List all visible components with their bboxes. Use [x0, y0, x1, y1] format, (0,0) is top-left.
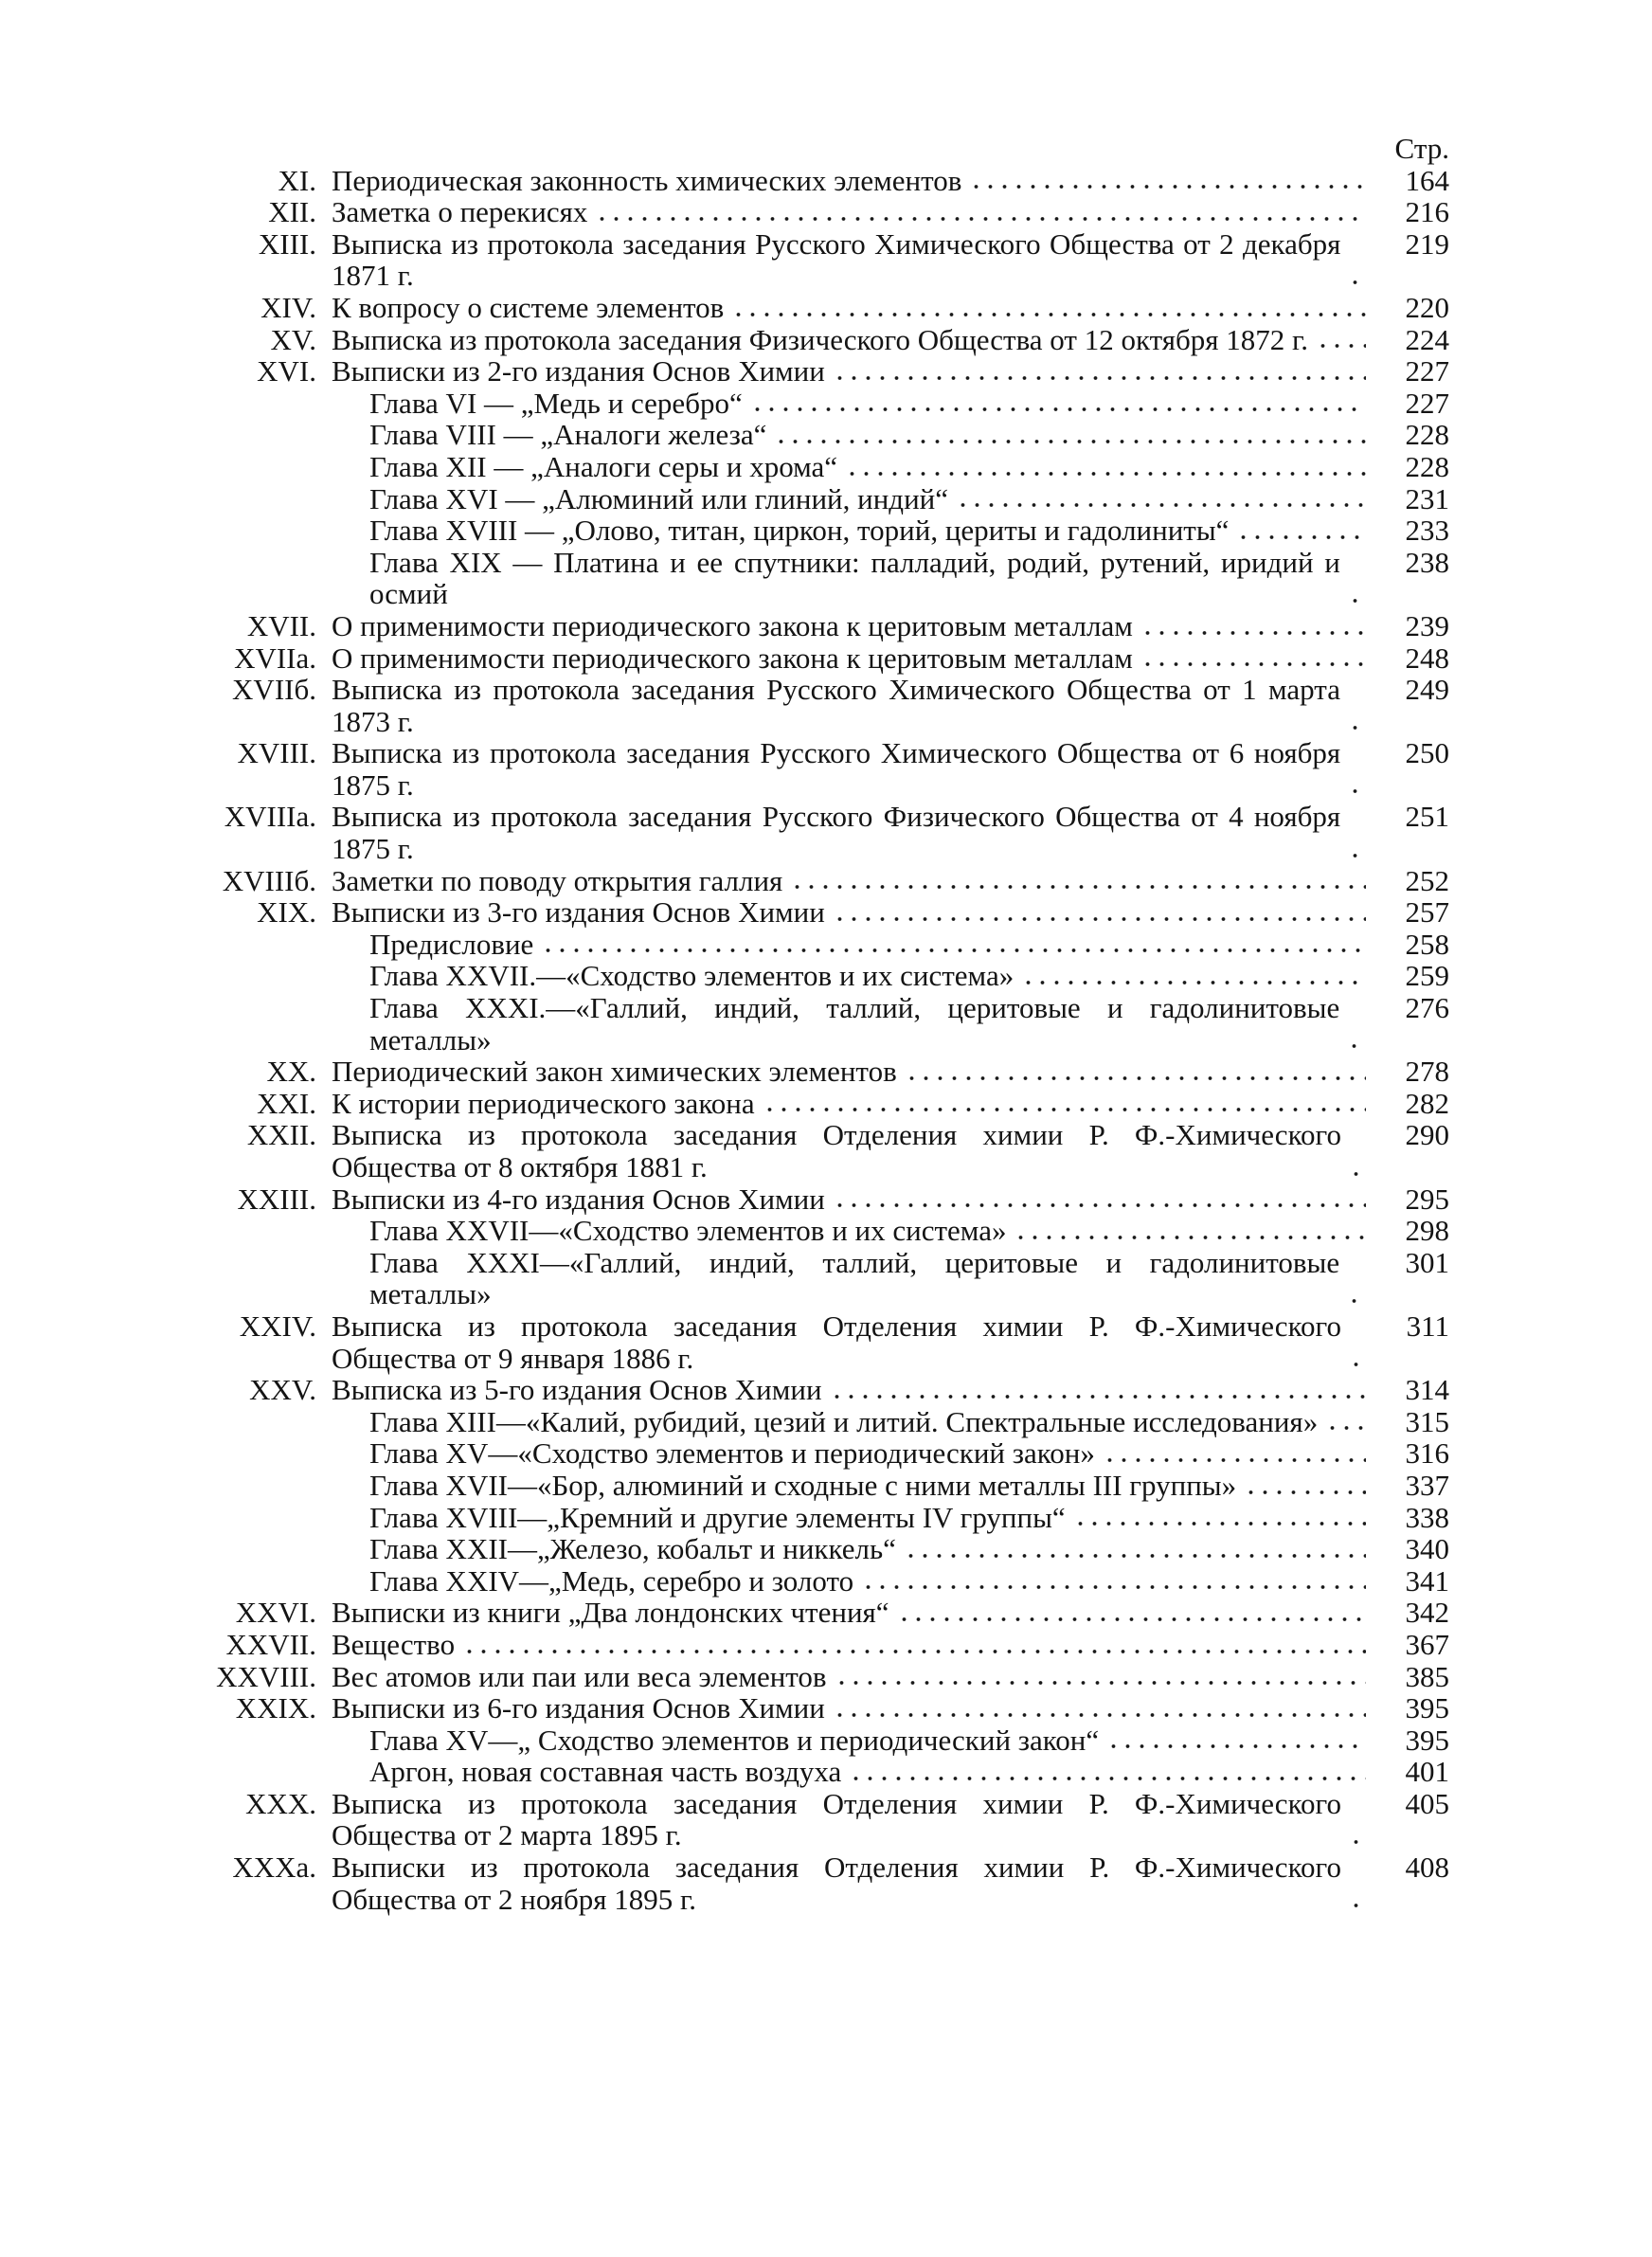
dot-leader [731, 296, 1366, 318]
entry-body [332, 960, 1374, 992]
toc-subentry[interactable] [171, 960, 1449, 992]
dot-leader [790, 868, 1366, 891]
dot-leader [1349, 1823, 1366, 1846]
dot-leader [1348, 772, 1366, 795]
entry-number: XXV. [249, 1373, 316, 1407]
entry-page-number: 405 [1405, 1786, 1449, 1820]
entry-number: XVIIIб. [222, 863, 316, 897]
entry-page-number: 233 [1405, 514, 1449, 548]
entry-title: Глава XXIV—„Медь, серебро и золото [369, 1563, 854, 1598]
entry-title: Предисловие [369, 927, 534, 961]
entry-page-number: 295 [1405, 1182, 1449, 1216]
entry-title: Вес атомов или паи или веса элементов [332, 1659, 827, 1693]
dot-leader [1244, 1473, 1366, 1496]
entry-title: Выписка из протокола заседания Русского Химического Общества от 2 декабря 1871 г. [332, 226, 1341, 293]
entry-body [332, 419, 1374, 451]
entry-title: Глава VIII — „Аналоги железа“ [369, 418, 767, 452]
entry-page-number: 238 [1405, 545, 1449, 579]
dot-leader [541, 931, 1366, 954]
entry-number: XXVIII. [216, 1659, 316, 1693]
entry-page-number: 316 [1405, 1436, 1449, 1471]
entry-body [332, 610, 1374, 642]
entry-title: Глава XV—„ Сходство элементов и периодический закон“ [369, 1723, 1100, 1757]
entry-body [332, 1215, 1374, 1247]
toc-entry[interactable] [171, 1788, 1449, 1851]
entry-page-number: 290 [1405, 1118, 1449, 1152]
dot-leader [1348, 263, 1366, 286]
entry-body [332, 992, 1374, 1056]
entry-page-number: 164 [1405, 163, 1449, 197]
entry-number: XXVII. [225, 1627, 316, 1661]
entry-title: Выписки из 3-го издания Основ Химии [332, 895, 825, 930]
entry-page-number: 249 [1405, 673, 1449, 707]
entry-number: XX. [266, 1055, 316, 1089]
entry-title: Глава XIII—«Калий, рубидий, цезий и литий. Спектральные исследования» [369, 1404, 1319, 1438]
entry-title: Заметки по поводу открытия галлия [332, 863, 783, 897]
entry-title: Выписка из протокола заседания Отделения химии Р. Ф.-Химического Общества от 9 января 1886 г. [332, 1309, 1341, 1375]
entry-page-number: 342 [1405, 1596, 1449, 1630]
toc-entry[interactable] [171, 1088, 1449, 1120]
entry-number: XXXа. [232, 1851, 316, 1885]
entry-number: XXIV. [239, 1309, 316, 1343]
entry-title: Выписки из книги „Два лондонских чтения“ [332, 1596, 889, 1630]
entry-body [332, 1437, 1374, 1470]
toc-entry[interactable] [171, 292, 1449, 324]
entry-page-number: 224 [1405, 322, 1449, 356]
entry-body [332, 1502, 1374, 1534]
entry-body [332, 355, 1374, 388]
toc-subentry[interactable] [171, 1724, 1449, 1757]
entry-number: XXIX. [235, 1691, 316, 1725]
toc-subentry[interactable] [171, 1756, 1449, 1788]
entry-number: XV. [270, 322, 316, 356]
entry-body [332, 451, 1374, 483]
toc-subentry[interactable] [171, 992, 1449, 1056]
toc-subentry[interactable] [171, 1215, 1449, 1247]
entry-page-number: 395 [1405, 1691, 1449, 1725]
entry-title: Выписки из 6-го издания Основ Химии [332, 1691, 825, 1725]
entry-title: Глава XXII—„Железо, кобальт и никкель“ [369, 1532, 896, 1566]
dot-leader [833, 1696, 1366, 1719]
entry-page-number: 239 [1405, 608, 1449, 642]
dot-leader [1347, 1282, 1366, 1305]
toc-entry[interactable] [171, 1183, 1449, 1216]
entry-title: Глава XVI — „Алюминий или глиний, индий“ [369, 481, 949, 515]
entry-page-number: 341 [1405, 1563, 1449, 1598]
entry-body [332, 1533, 1374, 1565]
entry-title: О применимости периодического закона к церитовым металлам [332, 641, 1133, 675]
entry-page-number: 252 [1405, 863, 1449, 897]
page-column-label: Стр. [1394, 132, 1449, 165]
toc-entry[interactable] [171, 228, 1449, 292]
entry-number: XXII. [246, 1118, 316, 1152]
entry-title: Глава XVII—«Бор, алюминий и сходные с ними металлы III группы» [369, 1468, 1237, 1502]
entry-title: Выписки из протокола заседания Отделения химии Р. Ф.-Химического Общества от 2 ноября 1895 г. [332, 1851, 1341, 1916]
entry-number: XXVI. [235, 1596, 316, 1630]
entry-title: Глава XXXI—«Галлий, индий, таллий, церитовые и гадолинитовые металлы» [369, 1245, 1340, 1311]
toc-header [171, 133, 1449, 165]
dot-leader [1140, 645, 1366, 668]
entry-page-number: 282 [1405, 1086, 1449, 1120]
entry-title: Выписки из 2-го издания Основ Химии [332, 354, 825, 388]
dot-leader [833, 900, 1366, 923]
entry-page-number: 395 [1405, 1723, 1449, 1757]
entry-title: Выписка из протокола заседания Отделения химии Р. Ф.-Химического Общества от 2 марта 1895 г. [332, 1786, 1341, 1852]
entry-title: Вещество [332, 1627, 456, 1661]
entry-body [332, 1374, 1374, 1406]
entry-title: Глава XXVII—«Сходство элементов и их система» [369, 1214, 1007, 1248]
entry-body [332, 228, 1374, 292]
toc-entry[interactable] [171, 196, 1449, 228]
dot-leader [833, 359, 1366, 382]
dot-leader [763, 1091, 1366, 1113]
dot-leader [1316, 327, 1366, 350]
toc-subentry[interactable] [171, 1470, 1449, 1502]
dot-leader [1348, 582, 1366, 605]
entry-body [332, 1724, 1374, 1757]
toc-subentry[interactable] [171, 929, 1449, 961]
entry-title: Глава XV—«Сходство элементов и периодический закон» [369, 1436, 1095, 1471]
dot-leader [833, 1186, 1366, 1209]
entry-body [332, 1788, 1374, 1851]
dot-leader [1073, 1505, 1366, 1527]
entry-title: Выписка из протокола заседания Русского Химического Общества от 6 ноября 1875 г. [332, 736, 1341, 802]
entry-page-number: 251 [1405, 800, 1449, 834]
entry-number: XVIIб. [232, 673, 316, 707]
entry-page-number: 408 [1405, 1851, 1449, 1885]
toc-entry[interactable] [171, 642, 1449, 675]
dot-leader [861, 1568, 1366, 1591]
entry-body [332, 1470, 1374, 1502]
entry-number: XVIIIа. [224, 800, 316, 834]
entry-page-number: 250 [1405, 736, 1449, 770]
entry-body [332, 1756, 1374, 1788]
dot-leader [1349, 1345, 1366, 1368]
entry-number: XVIIа. [234, 641, 316, 675]
dot-leader [595, 200, 1366, 223]
entry-page-number: 231 [1405, 481, 1449, 515]
entry-number: XVII. [246, 608, 316, 642]
toc-entry[interactable] [171, 896, 1449, 929]
entry-number: XI. [278, 163, 316, 197]
entry-number: XXIII. [237, 1182, 316, 1216]
entry-body [332, 547, 1374, 610]
entry-body [332, 1597, 1374, 1629]
dot-leader [1014, 1219, 1366, 1241]
entry-body [332, 801, 1374, 864]
entry-page-number: 338 [1405, 1500, 1449, 1534]
dot-leader [774, 423, 1366, 445]
entry-page-number: 220 [1405, 290, 1449, 324]
toc-subentry[interactable] [171, 1565, 1449, 1598]
dot-leader [905, 1059, 1366, 1082]
entry-page-number: 258 [1405, 927, 1449, 961]
entry-title: Глава XXVII.—«Сходство элементов и их система» [369, 959, 1015, 993]
dot-leader [849, 1760, 1366, 1782]
entry-title: Периодическая законность химических элементов [332, 163, 962, 197]
dot-leader [845, 455, 1366, 478]
entry-page-number: 340 [1405, 1532, 1449, 1566]
toc-subentry[interactable] [171, 1437, 1449, 1470]
entry-title: Заметка о перекисях [332, 195, 588, 229]
toc-entry[interactable] [171, 1597, 1449, 1629]
dot-leader [956, 486, 1366, 509]
toc-entry[interactable] [171, 865, 1449, 897]
toc-entry[interactable] [171, 1851, 1449, 1915]
entry-body [332, 1629, 1374, 1661]
toc-entry[interactable] [171, 1629, 1449, 1661]
toc-entry[interactable] [171, 1310, 1449, 1374]
entry-page-number: 401 [1405, 1755, 1449, 1789]
entry-body [332, 1088, 1374, 1120]
toc-subentry[interactable] [171, 1533, 1449, 1565]
entry-page-number: 311 [1406, 1309, 1449, 1343]
entry-page-number: 314 [1405, 1373, 1449, 1407]
entry-title: Выписка из протокола заседания Физического Общества от 12 октября 1872 г. [332, 322, 1308, 356]
dot-leader [1021, 964, 1366, 986]
toc-subentry[interactable] [171, 388, 1449, 420]
entry-body [332, 1056, 1374, 1088]
entry-title: К вопросу о системе элементов [332, 290, 725, 324]
entry-body [332, 642, 1374, 675]
entry-number: XXI. [257, 1086, 316, 1120]
entry-page-number: 219 [1405, 226, 1449, 261]
toc-entry[interactable] [171, 1119, 1449, 1183]
toc-subentry[interactable] [171, 1502, 1449, 1534]
entry-title: Глава VI — „Медь и серебро“ [369, 386, 743, 420]
toc-subentry[interactable] [171, 483, 1449, 515]
toc-entry[interactable] [171, 610, 1449, 642]
dot-leader [1103, 1441, 1366, 1464]
entry-title: Глава XVIII — „Олово, титан, циркон, торий, цериты и гадолиниты“ [369, 514, 1230, 548]
toc-entry[interactable] [171, 674, 1449, 737]
entry-body [332, 1247, 1374, 1310]
entry-number: XIV. [260, 290, 316, 324]
entry-body [332, 674, 1374, 737]
entry-body [332, 515, 1374, 547]
toc-subentry[interactable] [171, 1247, 1449, 1310]
toc-entry[interactable] [171, 801, 1449, 864]
dot-leader [897, 1600, 1366, 1623]
entry-number: XVIII. [237, 736, 316, 770]
entry-title: Выписки из 4-го издания Основ Химии [332, 1182, 825, 1216]
entry-title: Глава XVIII—„Кремний и другие элементы IV группы“ [369, 1500, 1066, 1534]
entry-body [332, 865, 1374, 897]
entry-title: Глава XIX — Платина и ее спутники: палладий, родий, рутений, иридий и осмий [369, 545, 1340, 611]
entry-page-number: 227 [1405, 354, 1449, 388]
entry-body [332, 1183, 1374, 1216]
entry-number: XIII. [258, 226, 316, 261]
toc-subentry[interactable] [171, 419, 1449, 451]
entry-page-number: 248 [1405, 641, 1449, 675]
entry-page-number: 315 [1405, 1404, 1449, 1438]
entry-body [332, 1310, 1374, 1374]
toc-entry[interactable] [171, 1661, 1449, 1693]
toc-entry[interactable] [171, 1374, 1449, 1406]
toc-entry[interactable] [171, 165, 1449, 197]
toc-entries [171, 165, 1449, 1916]
entry-body [332, 1661, 1374, 1693]
entry-body [332, 388, 1374, 420]
entry-body [332, 1119, 1374, 1183]
entry-page-number: 298 [1405, 1214, 1449, 1248]
entry-number: XXX. [245, 1786, 316, 1820]
dot-leader [750, 390, 1366, 413]
dot-leader [1236, 518, 1366, 541]
entry-title: Глава XXXI.—«Галлий, индий, таллий, церитовые и гадолинитовые металлы» [369, 991, 1340, 1056]
entry-page-number: 385 [1405, 1659, 1449, 1693]
entry-body [332, 1406, 1374, 1438]
dot-leader [462, 1633, 1366, 1655]
entry-body [332, 737, 1374, 801]
entry-body [332, 896, 1374, 929]
dot-leader [1348, 709, 1366, 731]
entry-page-number: 301 [1405, 1245, 1449, 1279]
entry-body [332, 292, 1374, 324]
dot-leader [1349, 1155, 1366, 1178]
entry-title: Выписка из протокола заседания Отделения химии Р. Ф.-Химического Общества от 8 октября 1881 г. [332, 1118, 1341, 1183]
toc-entry[interactable] [171, 355, 1449, 388]
entry-title: О применимости периодического закона к церитовым металлам [332, 608, 1133, 642]
entry-body [332, 196, 1374, 228]
table-of-contents [171, 133, 1449, 1915]
toc-entry[interactable] [171, 324, 1449, 356]
entry-body [332, 929, 1374, 961]
entry-title: Глава XII — „Аналоги серы и хрома“ [369, 449, 838, 483]
entry-page-number: 228 [1405, 449, 1449, 483]
toc-subentry[interactable] [171, 515, 1449, 547]
entry-body [332, 165, 1374, 197]
entry-body [332, 324, 1374, 356]
entry-page-number: 227 [1405, 386, 1449, 420]
entry-title: Периодический закон химических элементов [332, 1055, 897, 1089]
dot-leader [969, 168, 1366, 190]
entry-body [332, 1851, 1374, 1915]
dot-leader [835, 1664, 1366, 1687]
entry-title: Выписка из протокола заседания Русского Химического Общества от 1 марта 1873 г. [332, 673, 1340, 738]
toc-entry[interactable] [171, 1056, 1449, 1088]
entry-page-number: 278 [1405, 1055, 1449, 1089]
dot-leader [1348, 837, 1366, 859]
toc-subentry[interactable] [171, 451, 1449, 483]
dot-leader [1106, 1727, 1366, 1750]
entry-page-number: 276 [1405, 991, 1449, 1025]
toc-subentry[interactable] [171, 547, 1449, 610]
dot-leader [1325, 1409, 1366, 1432]
dot-leader [904, 1537, 1366, 1560]
entry-body [332, 483, 1374, 515]
entry-number: XIX. [257, 895, 316, 930]
toc-entry[interactable] [171, 1692, 1449, 1724]
entry-page-number: 337 [1405, 1468, 1449, 1502]
entry-title: Аргон, новая составная часть воздуха [369, 1755, 842, 1789]
dot-leader [1349, 1887, 1366, 1909]
entry-title: Выписка из протокола заседания Русского Физического Общества от 4 ноября 1875 г. [332, 800, 1341, 866]
toc-entry[interactable] [171, 737, 1449, 801]
entry-number: XVI. [257, 354, 316, 388]
dot-leader [830, 1378, 1366, 1400]
entry-page-number: 259 [1405, 959, 1449, 993]
toc-subentry[interactable] [171, 1406, 1449, 1438]
entry-title: К истории периодического закона [332, 1086, 755, 1120]
entry-page-number: 216 [1405, 195, 1449, 229]
entry-page-number: 367 [1405, 1627, 1449, 1661]
entry-page-number: 228 [1405, 418, 1449, 452]
dot-leader [1347, 1027, 1366, 1050]
entry-body [332, 1565, 1374, 1598]
entry-title: Выписка из 5-го издания Основ Химии [332, 1373, 822, 1407]
dot-leader [1140, 614, 1366, 637]
entry-body [332, 1692, 1374, 1724]
entry-page-number: 257 [1405, 895, 1449, 930]
entry-number: XII. [268, 195, 316, 229]
